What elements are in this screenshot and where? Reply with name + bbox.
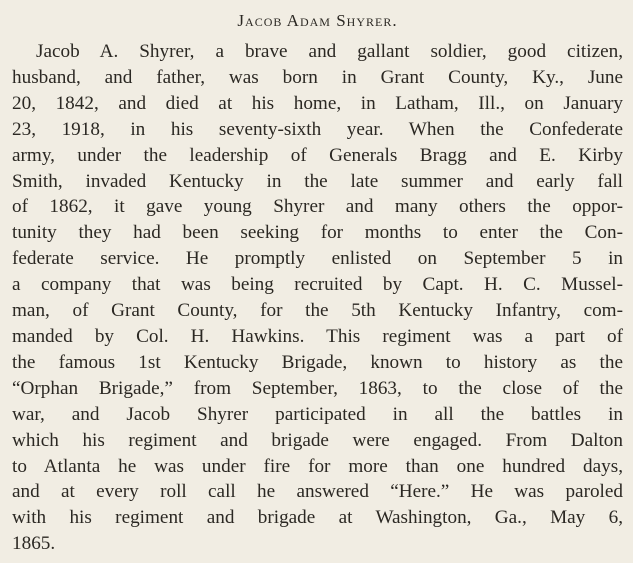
text-line: with his regiment and brigade at Washington, Ga., May 6, bbox=[12, 507, 623, 529]
obituary-paragraph bbox=[12, 39, 623, 557]
text-line: of 1862, it gave young Shyrer and many others the oppor- bbox=[12, 196, 623, 218]
page-title: Jacob Adam Shyrer. bbox=[237, 11, 398, 30]
text-line: to Atlanta he was under fire for more than one hundred days, bbox=[12, 455, 623, 477]
text-line: 23, 1918, in his seventy-sixth year. When the Confederate bbox=[12, 118, 623, 140]
text-line: 1865. bbox=[12, 533, 56, 555]
text-line: 20, 1842, and died at his home, in Latham, Ill., on January bbox=[12, 92, 623, 114]
text-line: Smith, invaded Kentucky in the late summer and early fall bbox=[12, 170, 623, 192]
text-line: man, of Grant County, for the 5th Kentucky Infantry, com- bbox=[12, 300, 623, 322]
text-line: a company that was being recruited by Capt. H. C. Mussel- bbox=[12, 274, 623, 296]
text-line: army, under the leadership of Generals Bragg and E. Kirby bbox=[12, 144, 623, 166]
text-line: the famous 1st Kentucky Brigade, known to history as the bbox=[12, 351, 623, 373]
text-line: manded by Col. H. Hawkins. This regiment was a part of bbox=[12, 325, 623, 347]
text-line: Jacob A. Shyrer, a brave and gallant soldier, good citizen, bbox=[36, 41, 623, 62]
text-line: “Orphan Brigade,” from September, 1863, to the close of the bbox=[12, 377, 623, 399]
text-line: war, and Jacob Shyrer participated in all the battles in bbox=[12, 403, 623, 425]
text-line: husband, and father, was born in Grant County, Ky., June bbox=[12, 66, 623, 88]
text-line: federate service. He promptly enlisted on September 5 in bbox=[12, 248, 623, 270]
text-line: which his regiment and brigade were engaged. From Dalton bbox=[12, 429, 623, 451]
text-line: tunity they had been seeking for months to enter the Con- bbox=[12, 222, 623, 244]
text-line: and at every roll call he answered “Here.” He was paroled bbox=[12, 481, 623, 503]
